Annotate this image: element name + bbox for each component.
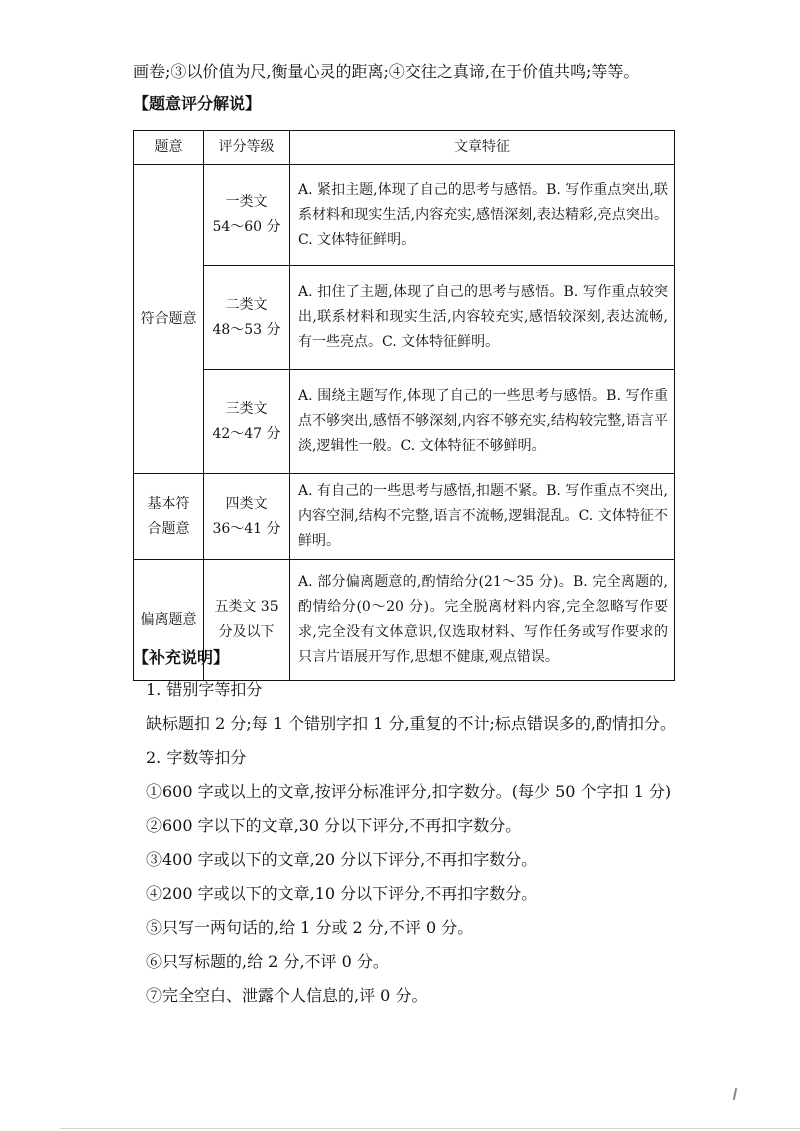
features-cell: A. 围绕主题写作,体现了自己的一些思考与感悟。B. 写作重点不够突出,感悟不够深刻,内容不够充实,结构较完整,语言平淡,逻辑性一般。C. 文体特征不够鲜明。 bbox=[290, 370, 675, 474]
rule-item: ②600 字以下的文章,30 分以下评分,不再扣字数分。 bbox=[146, 816, 522, 835]
item1-text: 缺标题扣 2 分;每 1 个错别字扣 1 分,重复的不计;标点错误多的,酌情扣分。 bbox=[146, 714, 677, 733]
table-header-row bbox=[134, 131, 675, 165]
grade-cell bbox=[204, 474, 290, 560]
grade-cell bbox=[204, 165, 290, 266]
grade-range: 54～60 分 bbox=[212, 219, 281, 235]
topic-cell-on-topic: 符合题意 bbox=[134, 165, 204, 474]
table-row bbox=[134, 165, 675, 266]
grade-cell bbox=[204, 266, 290, 370]
item2-title: 2. 字数等扣分 bbox=[146, 748, 247, 767]
grade-name: 四类文 bbox=[225, 495, 268, 512]
grade-range: 48～53 分 bbox=[212, 321, 281, 338]
grade-name: 一类文 bbox=[225, 194, 268, 210]
features-cell: A. 扣住了主题,体现了自己的思考与感悟。B. 写作重点较突出,联系材料和现实生活,内容较充实,感悟较深刻,表达流畅,有一些亮点。C. 文体特征鲜明。 bbox=[290, 266, 675, 370]
grade-range: 42～47 分 bbox=[212, 425, 281, 442]
topic-cell-basic bbox=[134, 474, 204, 560]
grade-name: 二类文 bbox=[225, 296, 268, 313]
page-bottom-rule bbox=[60, 1128, 800, 1129]
scan-mark bbox=[733, 1088, 737, 1100]
rule-item: ①600 字或以上的文章,按评分标准评分,扣字数分。(每少 50 个字扣 1 分) bbox=[146, 782, 672, 801]
rubric-table bbox=[133, 130, 675, 681]
rubric-heading: 【题意评分解说】 bbox=[133, 94, 262, 113]
grade-range: 36～41 分 bbox=[212, 520, 281, 537]
header-topic: 题意 bbox=[134, 131, 204, 165]
features-cell: A. 紧扣主题,体现了自己的思考与感悟。B. 写作重点突出,联系材料和现实生活,内容充实,感悟深刻,表达精彩,亮点突出。C. 文体特征鲜明。 bbox=[290, 165, 675, 266]
rule-item: ⑦完全空白、泄露个人信息的,评 0 分。 bbox=[146, 986, 428, 1005]
rule-item: ④200 字或以下的文章,10 分以下评分,不再扣字数分。 bbox=[146, 884, 538, 903]
header-features: 文章特征 bbox=[290, 131, 675, 165]
grade-range: 分及以下 bbox=[218, 624, 275, 640]
header-grade: 评分等级 bbox=[204, 131, 290, 165]
rule-item: ⑤只写一两句话的,给 1 分或 2 分,不评 0 分。 bbox=[146, 918, 474, 937]
intro-line: 画卷;③以价值为尺,衡量心灵的距离;④交往之真谛,在于价值共鸣;等等。 bbox=[133, 62, 640, 81]
grade-name: 三类文 bbox=[225, 400, 268, 417]
table-row bbox=[134, 474, 675, 560]
item1-title: 1. 错别字等扣分 bbox=[146, 680, 263, 699]
topic-cell-off-topic: 偏离题意 bbox=[134, 560, 204, 681]
features-cell: A. 有自己的一些思考与感悟,扣题不紧。B. 写作重点不突出,内容空洞,结构不完整,语言不流畅,逻辑混乱。C. 文体特征不鲜明。 bbox=[290, 474, 675, 560]
features-cell: A. 部分偏离题意的,酌情给分(21～35 分)。B. 完全离题的,酌情给分(0～20 分)。完全脱离材料内容,完全忽略写作要求,完全没有文体意识,仅选取材料、写作任务或写作要求的只言片语展开写作,思想不健康,观点错误。 bbox=[290, 560, 675, 681]
table-row bbox=[134, 266, 675, 370]
rule-item: ③400 字或以下的文章,20 分以下评分,不再扣字数分。 bbox=[146, 850, 538, 869]
supplement-heading: 【补充说明】 bbox=[133, 648, 230, 667]
grade-cell bbox=[204, 370, 290, 474]
grade-name: 五类文 35 bbox=[214, 599, 279, 615]
table-row bbox=[134, 370, 675, 474]
topic-line: 基本符 bbox=[147, 495, 190, 512]
topic-line: 合题意 bbox=[147, 520, 190, 537]
rule-item: ⑥只写标题的,给 2 分,不评 0 分。 bbox=[146, 952, 389, 971]
